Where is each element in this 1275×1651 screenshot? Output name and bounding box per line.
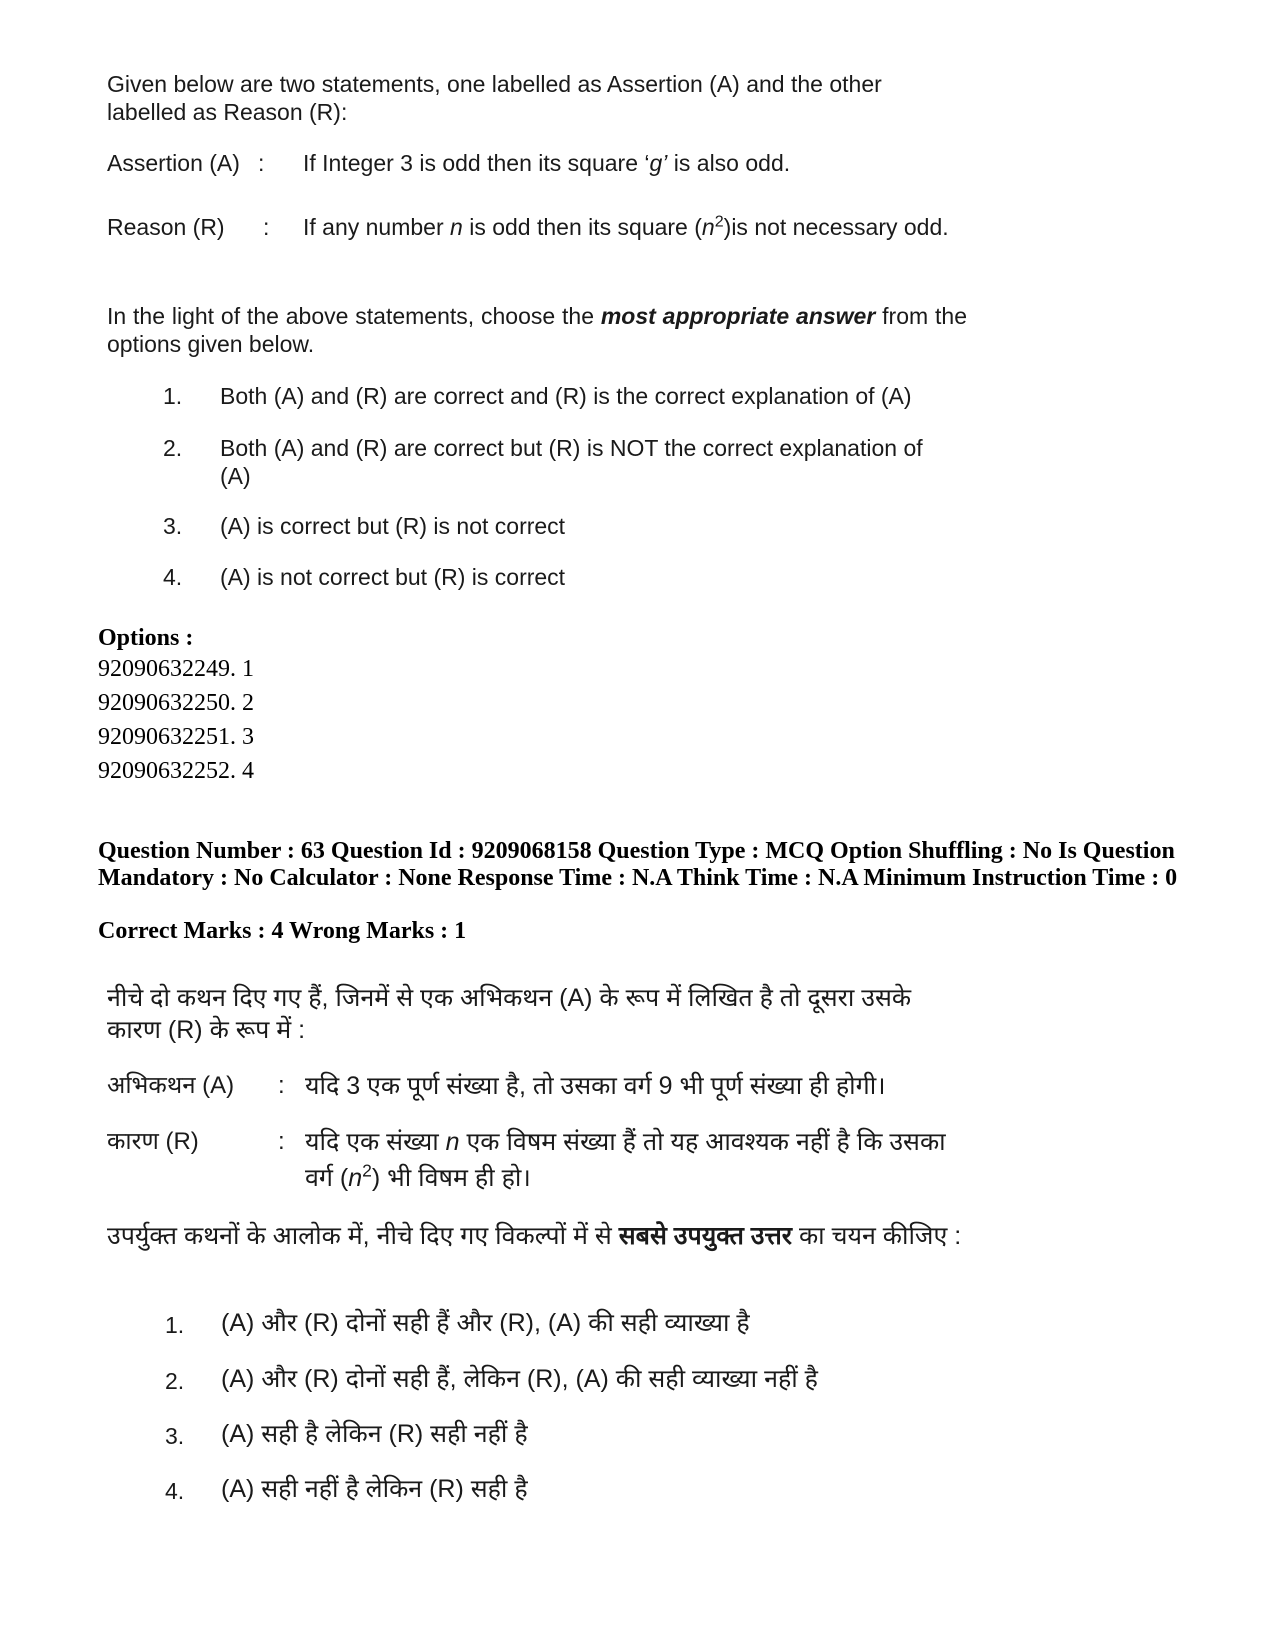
hindi-instruction: उपर्युक्त कथनों के आलोक में, नीचे दिए गए विकल्पों में से सबसे उपयुक्त उत्तर का चयन कीजिए : bbox=[107, 1222, 962, 1250]
hindi-assertion-text: यदि 3 एक पूर्ण संख्या है, तो उसका वर्ग 9 भी पूर्ण संख्या ही होगी। bbox=[305, 1072, 886, 1100]
hindi-option-number: 4. bbox=[165, 1478, 185, 1504]
reason-label: Reason (R) bbox=[107, 214, 225, 240]
english-option-number: 3. bbox=[163, 513, 183, 539]
hindi-option-text: (A) और (R) दोनों सही हैं, लेकिन (R), (A) की सही व्याख्या नहीं है bbox=[221, 1365, 818, 1393]
assertion-label: Assertion (A) bbox=[107, 150, 240, 176]
english-option-text: (A) is correct but (R) is not correct bbox=[220, 513, 566, 539]
english-option-text: Both (A) and (R) are correct and (R) is the correct explanation of (A) bbox=[220, 383, 912, 409]
option-id-line: 92090632252. 4 bbox=[98, 758, 254, 784]
english-instruction: In the light of the above statements, choose the most appropriate answer from the options given below. bbox=[107, 303, 967, 357]
reason-text: If any number n is odd then its square $(n^2)is$ not necessary odd. bbox=[303, 212, 949, 240]
hindi-option-text: (A) और (R) दोनों सही हैं और (R), (A) की सही व्याख्या है bbox=[221, 1309, 750, 1337]
hindi-question-intro: नीचे दो कथन दिए गए हैं, जिनमें से एक अभिकथन (A) के रूप में लिखित है तो दूसरा उसके कारण (R) के रूप में : bbox=[107, 984, 912, 1044]
hindi-reason-colon: : bbox=[278, 1128, 285, 1155]
english-option-number: 4. bbox=[163, 564, 183, 590]
hindi-option-text: (A) सही नहीं है लेकिन (R) सही है bbox=[221, 1475, 528, 1503]
marks-info: Correct Marks : 4 Wrong Marks : 1 bbox=[98, 918, 467, 944]
english-option-number: 2. bbox=[163, 435, 183, 461]
question-metadata: Question Number : 63 Question Id : 9209068158 Question Type : MCQ Option Shuffling : No Is Question Mandatory : No Calculator : None Response Time : N.A Think Time : N.A Minimum Instruction Time : 0 bbox=[98, 838, 1178, 891]
hindi-assertion-label: अभिकथन (A) bbox=[107, 1072, 235, 1099]
hindi-assertion-colon: : bbox=[278, 1072, 285, 1099]
option-id-line: 92090632249. 1 bbox=[98, 656, 254, 682]
english-option-number: 1. bbox=[163, 383, 183, 409]
reason-colon: : bbox=[263, 214, 270, 240]
hindi-option-number: 3. bbox=[165, 1423, 185, 1449]
options-title: Options : bbox=[98, 625, 194, 651]
hindi-reason-label: कारण (R) bbox=[107, 1128, 199, 1155]
hindi-option-text: (A) सही है लेकिन (R) सही नहीं है bbox=[221, 1420, 528, 1448]
english-option-text: Both (A) and (R) are correct but (R) is NOT the correct explanation of (A) bbox=[220, 435, 923, 489]
hindi-option-number: 2. bbox=[165, 1368, 185, 1394]
assertion-text: If Integer 3 is odd then its square ‘g’ is also odd. bbox=[303, 150, 791, 176]
option-id-line: 92090632250. 2 bbox=[98, 690, 254, 716]
assertion-colon: : bbox=[258, 150, 265, 176]
english-question-intro: Given below are two statements, one labelled as Assertion (A) and the other labelled as Reason (R): bbox=[107, 71, 882, 125]
hindi-option-number: 1. bbox=[165, 1312, 185, 1338]
option-id-line: 92090632251. 3 bbox=[98, 724, 254, 750]
hindi-reason-text: यदि एक संख्या n एक विषम संख्या हैं तो यह आवश्यक नहीं है कि उसका वर्ग $(n^2)$ भी विषम ही हो। bbox=[305, 1128, 946, 1192]
english-option-text: (A) is not correct but (R) is correct bbox=[220, 564, 566, 590]
